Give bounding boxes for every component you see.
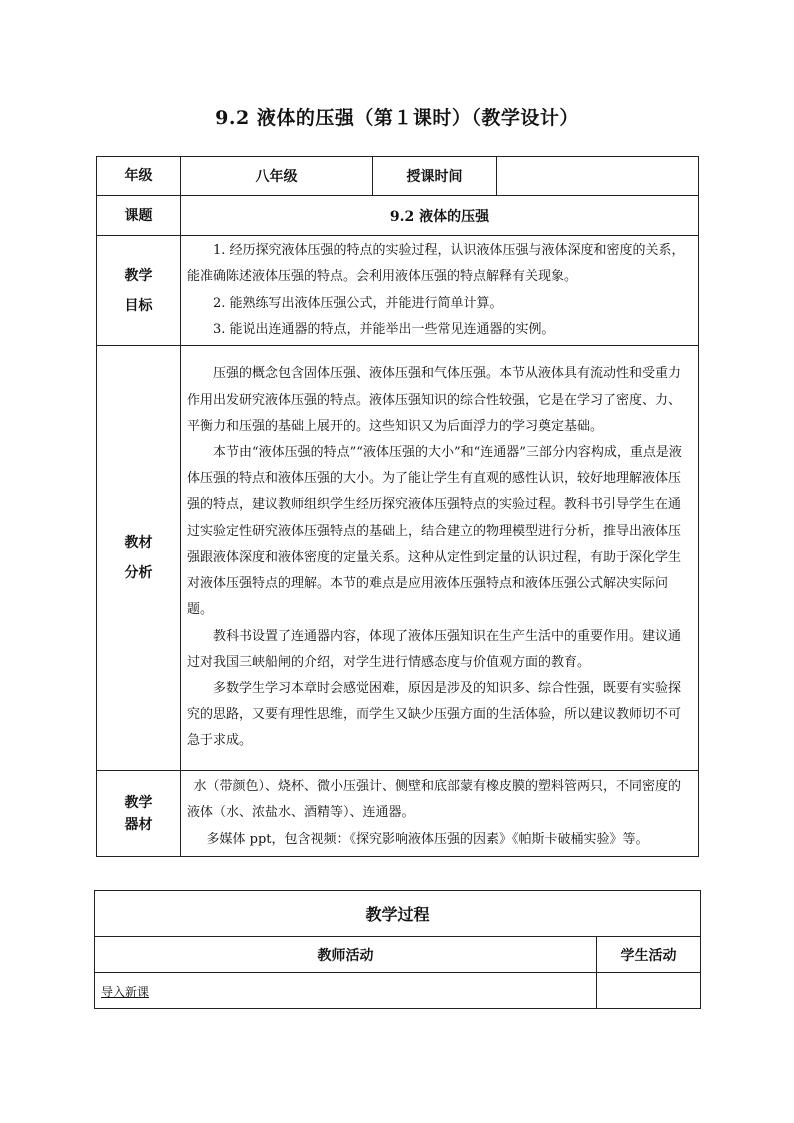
topic-label: 课题 [97, 196, 181, 236]
goal-item: 1. 经历探究液体压强的特点的实验过程，认识液体压强与液体深度和密度的关系，能准确陈述液体压强的特点。会利用液体压强的特点解释有关现象。 [187, 243, 685, 285]
analysis-label-line-1: 教材 [124, 535, 153, 551]
lesson-info-table [96, 156, 699, 857]
analysis-content [181, 346, 699, 771]
teacher-activity-cell [95, 973, 597, 1009]
class-time-label: 授课时间 [373, 157, 497, 196]
equipment-label-line-2: 器材 [124, 816, 153, 833]
goals-label-line-2: 目标 [124, 297, 153, 314]
analysis-paragraph: 压强的概念包含固体压强、液体压强和气体压强。本节从液体具有流动性和受重力作用出发研究液体压强的特点。液体压强知识的综合性较强，它是在学习了密度、力、平衡力和压强的基础上展开的。这些知识又为后面浮力的学习奠定基础。 [187, 366, 682, 434]
student-activity-header: 学生活动 [597, 937, 701, 973]
analysis-paragraph: 教科书设置了连通器内容，体现了液体压强知识在生产生活中的重要作用。建议通过对我国三峡船闸的介绍，对学生进行情感态度与价值观方面的教育。 [187, 628, 682, 670]
equipment-paragraph: 多媒体 ppt，包含视频：《探究影响液体压强的因素》《帕斯卡破桶实验》等。 [206, 831, 649, 847]
analysis-label [97, 346, 181, 771]
topic-value: 9.2 液体的压强 [181, 196, 699, 236]
intro-new-lesson-link[interactable]: 导入新课 [101, 985, 150, 999]
goals-label [97, 236, 181, 346]
analysis-label-line-2: 分析 [124, 565, 153, 581]
analysis-paragraph: 多数学生学习本章时会感觉困难，原因是涉及的知识多、综合性强，既要有实验探究的思路，又要有理性思维，而学生又缺少压强方面的生活体验，所以建议教师切不可急于求成。 [187, 680, 682, 749]
analysis-paragraph: 本节由“液体压强的特点”“液体压强的大小”和“连通器”三部分内容构成，重点是液体压强的特点和液体压强的大小。为了能让学生有直观的感性认识，较好地理解液体压强的特点，建议教师组织学生经历探究液体压强特点的实验过程。教科书引导学生在通过实验定性研究液体压强特点的基础上，结合建立的物理模型进行分析，推导出液体压强跟液体深度和液体密度的定量关系。这种从定性到定量的认识过程，有助于深化学生对液体压强特点的理解。本节的难点是应用液体压强特点和液体压强公式解决实际问题。 [187, 445, 682, 618]
goal-item: 3. 能说出连通器的特点，并能举出一些常见连通器的实例。 [213, 321, 555, 337]
grade-label: 年级 [97, 157, 181, 196]
teaching-process-table [94, 890, 701, 1009]
goals-label-line-1: 教学 [124, 267, 153, 284]
class-time-value[interactable] [497, 157, 699, 196]
student-activity-cell [597, 973, 701, 1009]
goal-item: 2. 能熟练写出液体压强公式，并能进行简单计算。 [213, 295, 503, 311]
equipment-label-line-1: 教学 [124, 794, 153, 811]
teacher-activity-header: 教师活动 [95, 937, 597, 973]
process-title: 教学过程 [95, 891, 701, 937]
document-title: 9.2 液体的压强（第１课时）（教学设计） [215, 107, 579, 129]
grade-value: 八年级 [181, 157, 373, 196]
equipment-content [181, 771, 699, 857]
equipment-label [97, 771, 181, 857]
equipment-paragraph: 水（带颜色）、烧杯、微小压强计、侧壁和底部蒙有橡皮膜的塑料管两只，不同密度的液体（水、浓盐水、酒精等）、连通器。 [187, 779, 682, 821]
goals-content [181, 236, 699, 346]
